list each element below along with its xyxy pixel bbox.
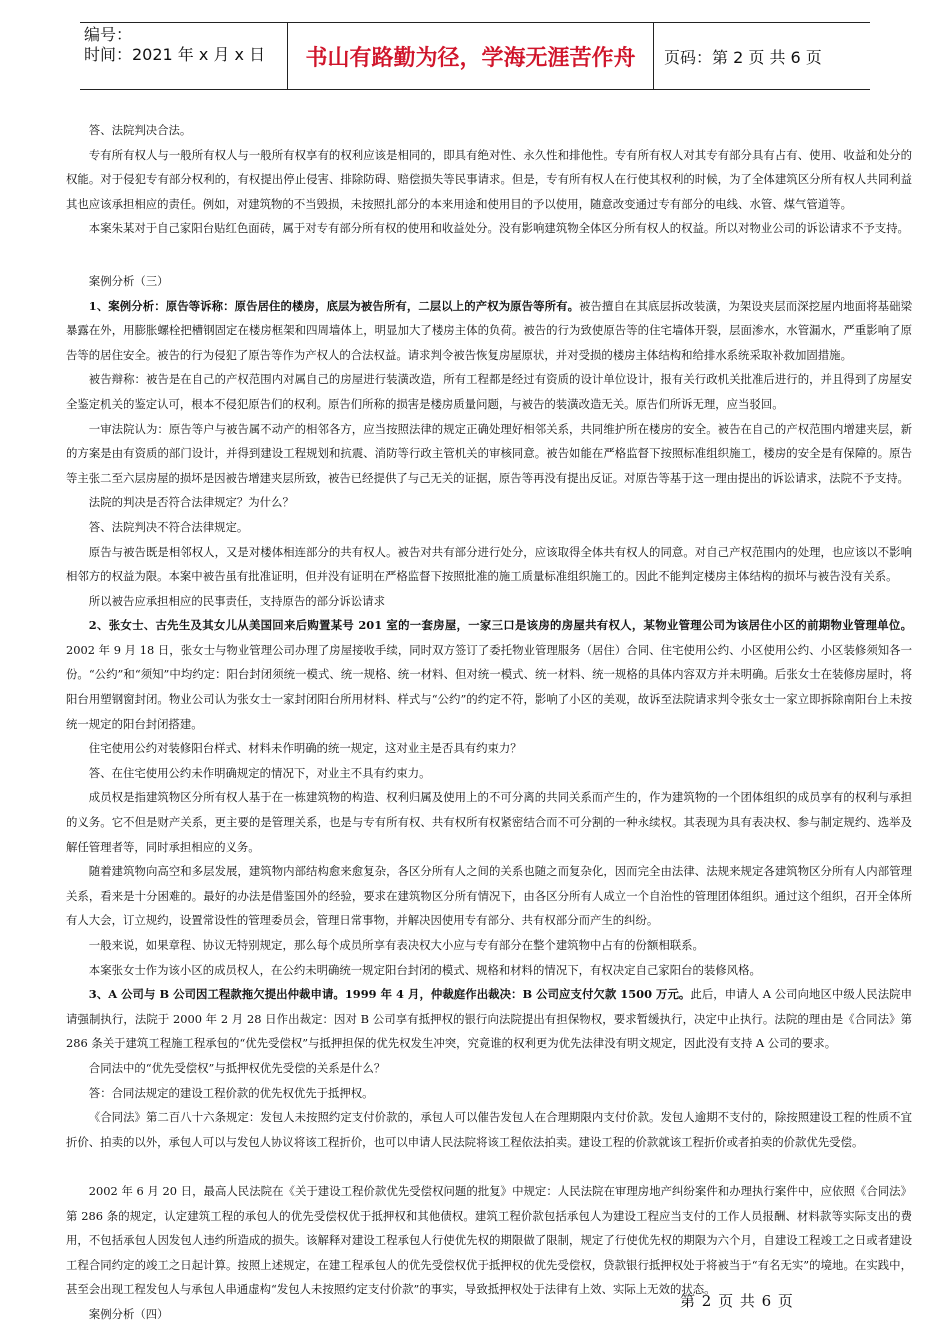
paragraph: 答：合同法规定的建设工程价款的优先权优先于抵押权。 [88, 1085, 374, 1100]
paragraph: 随着建筑物向高空和多层发展，建筑物内部结构愈来愈复杂，各区分所有人之间的关系也随之而复杂化，因而完全由法律、法规来规定各建筑物区分所有人内部管理关系，看来是十分困难的。最好的办法是借鉴国外的经验，要求在建筑物区分所有情况下，由各区分所有人成立一个自治性的管理团体组织。通过这个组织，召开全体所有人大会，订立规约，设置常设性的管理委员会，管理日常事物，并解决因使用专有部分、共有权部分而产生的纠纷。 [66, 864, 912, 928]
paragraph: 3、A 公司与 B 公司因工程款拖欠提出仲裁申请。1999 年 4 月，仲裁庭作出裁决：B 公司应支付欠款 1500 万元。此后，申请人 A 公司向地区中级人民法院申请强制执行，法院于 2000 年 2 月 28 日作出裁定：因对 B 公司享有抵押权的银行向法院提出有担保物权，要求暂缓执行，决定中止执行。法院的理由是《合同法》第 286 条关于建筑工程施工程承包的“优先受偿权”与抵押担保的优先权发生冲突，究竟谁的权利更为优先法律没有明文规定，因此没有支持 A 公司的要求。 [66, 987, 913, 1051]
paragraph: 2002 年 6 月 20 日，最高人民法院在《关于建设工程价款优先受偿权问题的批复》中规定：人民法院在审理房地产纠纷案件和办理执行案件中，应依照《合同法》第 286 条的规定，认定建筑工程的承包人的优先受偿权优于抵押权和其他债权。建筑工程价款包括承包人为建设工程应当支付的工作人员报酬、材料款等实际支出的费用，不包括承包人因发包人违约所造成的损失。该解释对建设工程承包人行使优先权的期限做了限制，规定了行使优先权的期限为六个月，自建设工程竣工之日或者建设工程合同约定的竣工之日起计算。按照上述规定，在建工程承包人的优先受偿权优于抵押权的优先受偿权，贷款银行抵押权处于将被当于“有名无实”的境地。在实践中，甚至会出现工程发包人与承包人串通虚构“发包人未按照约定支付价款”的事实，导致抵押权处于法律有上效、实际上无效的状态。 [66, 1183, 912, 1297]
number-label: 编号： [84, 25, 133, 44]
paragraph: 一般来说，如果章程、协议无特别规定，那么每个成员所享有表决权大小应与专有部分在整个建筑物中占有的份额相联系。 [88, 938, 704, 952]
paragraph: 被告辩称：被告是在自己的产权范围内对属自己的房屋进行装潢改造，所有工程都是经过有资质的设计单位设计，报有关行政机关批准后进行的，并且得到了房屋安全鉴定机关的鉴定认可，根本不侵犯原告们的权利。原告们所称的损害是楼房质量问题，与被告的装潢改造无关。原告们所诉无理，应当驳回。 [66, 372, 912, 411]
header-meta [80, 23, 287, 89]
time-label: 时间：2021 年 x 月 x 日 [84, 45, 266, 64]
paragraph: 成员权是指建筑物区分所有权人基于在一栋建筑物的构造、权利归属及使用上的不可分离的共同关系而产生的，作为建筑物的一个团体组织的成员享有的权利与承担的义务。它不但是财产关系，更主要的是管理关系，也是与专有所有权、共有权所有权紧密结合而不可分割的一种永续权。其表现为具有表决权、参与制定规约、选举及解任管理者等，同时承担相应的义务。 [66, 790, 912, 854]
paragraph: 本案张女士作为该小区的成员权人，在公约未明确统一规定阳台封闭的模式、规格和材料的情况下，有权决定自己家阳台的装修风格。 [88, 962, 761, 977]
paragraph: 答、法院判决不符合法律规定。 [88, 519, 249, 534]
page-footer: 第 2 页 共 6 页 [680, 1292, 794, 1310]
page-label: 页码：第 2 页 共 6 页 [664, 47, 822, 67]
paragraph: 所以被告应承担相应的民事责任，支持原告的部分诉讼请求 [88, 593, 385, 608]
header-table [80, 22, 870, 90]
motto: 书山有路勤为径，学海无涯苦作舟 [287, 23, 654, 89]
bold-lead: 3、A 公司与 B 公司因工程款拖欠提出仲裁申请。1999 年 4 月，仲裁庭作出裁决：B 公司应支付欠款 1500 万元。 [88, 987, 691, 1002]
paragraph: 答、在住宅使用公约未作明确规定的情况下，对业主不具有约束力。 [88, 765, 431, 780]
paragraph: 原告与被告既是相邻权人，又是对楼体相连部分的共有权人。被告对共有部分进行处分，应该取得全体共有权人的同意。对自己产权范围内的处理，也应该以不影响相邻方的权益为限。本案中被告虽有批准证明，但并没有证明在严格监督下按照批准的施工质量标准组织施工的。因此不能判定楼房主体结构的损坏与被告没有关系。 [66, 544, 912, 584]
section-heading: 案例分析（四） [88, 1306, 169, 1321]
section-heading: 案例分析（三） [88, 273, 169, 288]
paragraph: 一审法院认为：原告等户与被告属不动产的相邻各方，应当按照法律的规定正确处理好相邻关系，共同维护所在楼房的安全。被告在自己的产权范围内增建夹层，新的方案是由有资质的部门设计，并得到建设工程规划和抗震、消防等行政主管机关的审核同意。被告如能在严格监督下按照标准组织施工，楼房的安全是有保障的。原告等主张二至六层房屋的损坏是因被告增建夹层所致，被告已经提供了与己无关的证据，原告等再没有提出反证。对原告等基于这一理由提出的诉讼请求，法院不予支持。 [66, 421, 912, 485]
paragraph: 法院的判决是否符合法律规定？为什么？ [88, 495, 294, 510]
paragraph: 专有所有权人与一般所有权人与一般所有权享有的权利应该是相同的，即具有绝对性、永久性和排他性。专有所有权人对其专有部分具有占有、使用、收益和处分的权能。对于侵犯专有部分权利的，有权提出停止侵害、排除防碍、赔偿损失等民事请求。但是，专有所有权人在行使其权利的时候，为了全体建筑区分所有权人共同利益其也应该承担相应的责任。例如，对建筑物的不当毁损，未按照扎部分的本来用途和使用目的予以使用，随意改变通过专有部分的电线、水管、煤气管道等。 [66, 147, 912, 211]
paragraph: 《合同法》第二百八十六条规定：发包人未按照约定支付价款的，承包人可以催告发包人在合理期限内支付价款。发包人逾期不支付的，除按照建设工程的性质不宜折价、拍卖的以外，承包人可以与发包人协议将该工程折价，也可以申请人民法院将该工程依法拍卖。建设工程的价款就该工程折价或者拍卖的价款优先受偿。 [66, 1110, 912, 1149]
paragraph: 住宅使用公约对装修阳台样式、材料未作明确的统一规定，这对业主是否具有约束力？ [88, 741, 522, 756]
document-body [66, 118, 912, 1327]
paragraph: 1、案例分析：原告等诉称：原告居住的楼房，底层为被告所有，二层以上的产权为原告等所有。被告擅自在其底层拆改装潢，为架设夹层而深挖屋内地面将基础梁暴露在外，用膨胀螺栓把槽钢固定在楼房框架和四周墙体上，明显加大了楼房主体的负荷。被告的行为致使原告等的住宅墙体开裂，层面渗水，水管漏水，严重影响了原告等的居住安全。被告的行为侵犯了原告等作为产权人的合法权益。请求判令被告恢复房屋原状，并对受损的楼房主体结构和给排水系统采取补救加固措施。 [66, 298, 912, 362]
paragraph: 合同法中的“优先受偿权”与抵押权优先受偿的关系是什么？ [88, 1060, 386, 1075]
paragraph: 2、张女士、古先生及其女儿从美国回来后购置某号 201 室的一套房屋，一家三口是该房的房屋共有权人，某物业管理公司为该居住小区的前期物业管理单位。2002 年 9 月 18 日，张女士与物业管理公司办理了房屋接收手续，同时双方签订了委托物业管理服务（居住）合同、住宅使用公约、小区使用公约、小区装修须知各一份。“公约”和“须知”中均约定：阳台封闭须统一模式、统一规格、统一材料、但对统一模式、统一材料、统一规格的具体内容双方并未明确。后张女士在装修房屋时，将阳台用塑钢窗封闭。物业公司认为张女士一家封闭阳台所用材料、样式与“公约”的约定不符，影响了小区的美观，故诉至法院请求判令张女士一家立即拆除南阳台上未按统一规定的阳台封闭搭建。 [66, 618, 912, 731]
bold-lead: 2、张女士、古先生及其女儿从美国回来后购置某号 201 室的一套房屋，一家三口是该房的房屋共有权人，某物业管理公司为该居住小区的前期物业管理单位。 [88, 618, 912, 633]
bold-lead: 1、案例分析：原告等诉称：原告居住的楼房，底层为被告所有，二层以上的产权为原告等所有。 [88, 298, 580, 313]
paragraph: 答、法院判决合法。 [88, 123, 192, 137]
paragraph: 本案朱某对于自己家阳台贴红色面砖，属于对专有部分所有权的使用和收益处分。没有影响建筑物全体区分所有权人的权益。所以对物业公司的诉讼请求不予支持。 [88, 221, 909, 236]
